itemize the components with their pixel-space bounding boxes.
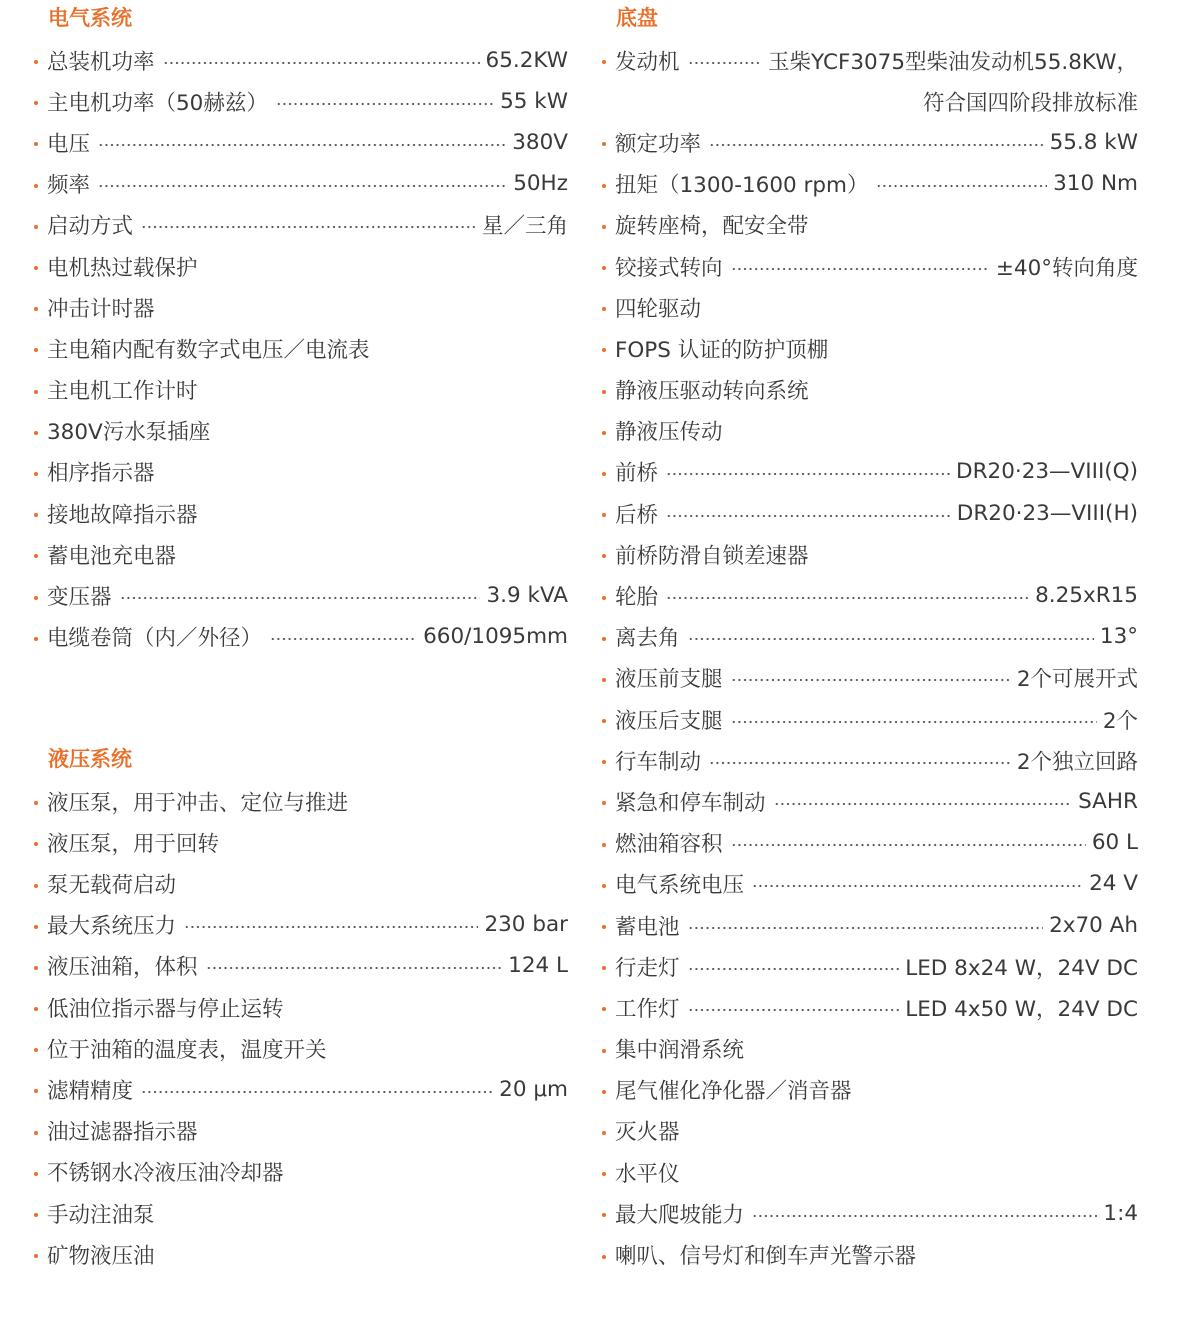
bullet-dot-icon (597, 122, 615, 163)
dotted-leader (709, 143, 1044, 147)
bullet-dot-icon (29, 1192, 47, 1233)
spec-row (29, 1110, 568, 1151)
bullet-dot-icon (597, 863, 615, 904)
spec-row (597, 904, 1138, 945)
spec-value: 符合国四阶段排放标准 (922, 90, 1138, 116)
bullet-dot-icon (29, 616, 47, 657)
spec-row (29, 945, 568, 986)
spec-label: 液压后支腿 (615, 708, 723, 734)
spec-label: 行车制动 (615, 749, 702, 775)
bullet-dot-icon (29, 493, 47, 534)
spec-label: 液压油箱，体积 (47, 955, 198, 981)
bullet-dot-icon (29, 245, 47, 286)
spec-row (597, 1028, 1138, 1069)
spec-row (29, 328, 568, 369)
bullet-dot-icon (597, 1028, 615, 1069)
spec-value: 55 kW (500, 88, 568, 114)
bullet-dot-icon (29, 863, 47, 904)
bullet-dot-icon (597, 657, 615, 698)
spec-row (597, 1193, 1138, 1234)
spec-label: 位于油箱的温度表，温度开关 (47, 1037, 327, 1063)
dotted-leader (141, 225, 476, 229)
spec-row (597, 122, 1138, 163)
bullet-dot-icon (29, 122, 47, 163)
bullet-dot-icon (597, 699, 615, 740)
electrical-system-section (29, 0, 568, 657)
spec-row (29, 863, 568, 904)
spec-label: 接地故障指示器 (47, 502, 198, 528)
spec-row (597, 1152, 1138, 1193)
dotted-leader (688, 967, 900, 971)
spec-row (597, 287, 1138, 328)
bullet-dot-icon (29, 40, 47, 81)
spec-label: 尾气催化净化器／消音器 (615, 1079, 852, 1105)
spec-label: 液压泵，用于回转 (47, 831, 220, 857)
spec-label: 铰接式转向 (615, 255, 723, 281)
spec-value: 60 L (1091, 830, 1138, 856)
bullet-dot-icon (597, 616, 615, 657)
spec-list (29, 781, 568, 1275)
spec-value: LED 8x24 W，24V DC (905, 955, 1138, 981)
hydraulic-system-section (29, 739, 568, 1274)
spec-row (29, 1192, 568, 1233)
dotted-leader (141, 1090, 493, 1094)
spec-row (29, 369, 568, 410)
bullet-dot-icon (597, 328, 615, 369)
bullet-dot-icon (29, 204, 47, 245)
spec-row (597, 822, 1138, 863)
spec-label: 行走灯 (615, 955, 680, 981)
bullet-dot-icon (597, 410, 615, 451)
dotted-leader (688, 926, 1044, 930)
spec-label: 扭矩（1300-1600 rpm） (615, 173, 869, 199)
spec-label: 滤精精度 (47, 1078, 134, 1104)
dotted-leader (206, 966, 503, 970)
spec-value: 2个 (1102, 708, 1138, 734)
dotted-leader (666, 472, 950, 476)
spec-value: 玉柴YCF3075型柴油发动机55.8KW， (767, 49, 1138, 75)
spec-row (29, 534, 568, 575)
spec-label: 电压 (47, 131, 91, 157)
spec-row (597, 245, 1138, 286)
spec-row (597, 410, 1138, 451)
dotted-leader (731, 720, 1097, 724)
spec-row (597, 369, 1138, 410)
bullet-dot-icon (597, 451, 615, 492)
dotted-leader (731, 843, 1086, 847)
spec-row-continuation (597, 81, 1138, 122)
spec-row (597, 163, 1138, 204)
bullet-dot-icon (29, 410, 47, 451)
spec-row (29, 493, 568, 534)
bullet-dot-icon (597, 245, 615, 286)
spec-label: 额定功率 (615, 131, 702, 157)
bullet-dot-icon (29, 328, 47, 369)
spec-row (597, 616, 1138, 657)
spec-list (597, 40, 1138, 1276)
section-heading: 底盘 (616, 5, 658, 30)
bullet-dot-icon (29, 534, 47, 575)
bullet-dot-icon (597, 1193, 615, 1234)
spec-label: 矿物液压油 (47, 1243, 155, 1269)
spec-label: 四轮驱动 (615, 296, 702, 322)
spec-row (597, 740, 1138, 781)
spec-label: 主电机工作计时 (47, 379, 198, 405)
spec-label: 变压器 (47, 585, 112, 611)
spec-label: 380V污水泵插座 (47, 420, 211, 446)
spec-row (29, 822, 568, 863)
spec-row (29, 1234, 568, 1275)
bullet-dot-icon (597, 1110, 615, 1151)
bullet-dot-icon (597, 287, 615, 328)
spec-row (29, 1069, 568, 1110)
bullet-dot-icon (597, 534, 615, 575)
spec-row (29, 1151, 568, 1192)
bullet-dot-icon (29, 1110, 47, 1151)
spec-row (29, 122, 568, 163)
spec-row (597, 493, 1138, 534)
spec-label: 相序指示器 (47, 461, 155, 487)
spec-label: 液压泵，用于冲击、定位与推进 (47, 790, 349, 816)
spec-row (597, 1110, 1138, 1151)
spec-label: 发动机 (615, 49, 680, 75)
spec-label: 灭火器 (615, 1120, 680, 1146)
spec-row (597, 1069, 1138, 1110)
spec-label: 频率 (47, 173, 91, 199)
spec-row (29, 616, 568, 657)
spec-row (597, 575, 1138, 616)
bullet-dot-icon (29, 1069, 47, 1110)
spec-value: 24 V (1089, 871, 1138, 897)
bullet-dot-icon (597, 1152, 615, 1193)
dotted-leader (688, 1008, 900, 1012)
spec-label: 蓄电池 (615, 914, 680, 940)
spec-value: 2个独立回路 (1016, 749, 1138, 775)
spec-label: 液压前支腿 (615, 667, 723, 693)
spec-value: 8.25xR15 (1035, 583, 1138, 609)
spec-value: 380V (512, 129, 568, 155)
bullet-dot-icon (29, 163, 47, 204)
spec-value: 13° (1099, 624, 1138, 650)
bullet-dot-icon (29, 81, 47, 122)
spec-value: 20 μm (499, 1076, 568, 1102)
spec-row (597, 657, 1138, 698)
spec-value: 1:4 (1103, 1200, 1138, 1226)
spec-value: ±40°转向角度 (995, 255, 1138, 281)
spec-row (29, 287, 568, 328)
spec-list (29, 40, 568, 658)
spec-label: 总装机功率 (47, 49, 155, 75)
spec-row (29, 904, 568, 945)
bullet-dot-icon (29, 451, 47, 492)
spec-value: 230 bar (484, 912, 568, 938)
dotted-leader (184, 925, 478, 929)
spec-label: 泵无载荷启动 (47, 873, 177, 899)
bullet-dot-icon (29, 904, 47, 945)
spec-row (597, 1234, 1138, 1275)
dotted-leader (276, 102, 494, 106)
bullet-dot-icon (597, 493, 615, 534)
spec-row (29, 204, 568, 245)
spec-row (597, 328, 1138, 369)
spec-value: LED 4x50 W，24V DC (905, 996, 1138, 1022)
spec-label: 不锈钢水冷液压油冷却器 (47, 1161, 284, 1187)
bullet-dot-icon (597, 369, 615, 410)
spec-label: 静液压传动 (615, 420, 723, 446)
bullet-dot-icon (597, 946, 615, 987)
dotted-leader (163, 61, 480, 65)
spec-row (597, 534, 1138, 575)
spec-label: 燃油箱容积 (615, 832, 723, 858)
dotted-leader (709, 761, 1011, 765)
bullet-dot-icon (29, 781, 47, 822)
spec-label: 主电机功率（50赫兹） (47, 90, 268, 116)
spec-row (597, 699, 1138, 740)
spec-label: 旋转座椅，配安全带 (615, 214, 809, 240)
spec-row (29, 163, 568, 204)
spec-label: 离去角 (615, 626, 680, 652)
spec-row (597, 781, 1138, 822)
spec-value: 55.8 kW (1049, 129, 1138, 155)
dotted-leader (120, 596, 481, 600)
bullet-dot-icon (29, 945, 47, 986)
spec-label: 前桥 (615, 461, 659, 487)
spec-label: 启动方式 (47, 214, 134, 240)
spec-row (597, 863, 1138, 904)
spec-label: 冲击计时器 (47, 296, 155, 322)
bullet-dot-icon (597, 204, 615, 245)
spec-label: 喇叭、信号灯和倒车声光警示器 (615, 1244, 917, 1270)
spec-value: 2个可展开式 (1016, 667, 1138, 693)
spec-label: 蓄电池充电器 (47, 543, 177, 569)
chassis-section (597, 0, 1138, 1275)
spec-label: 最大系统压力 (47, 914, 177, 940)
bullet-dot-icon (597, 904, 615, 945)
dotted-leader (666, 596, 1029, 600)
spec-label: 轮胎 (615, 585, 659, 611)
spec-label: 紧急和停车制动 (615, 790, 766, 816)
spec-label: 最大爬坡能力 (615, 1202, 745, 1228)
dotted-leader (752, 1214, 1097, 1218)
dotted-leader (270, 637, 417, 641)
spec-value: 星／三角 (481, 214, 568, 240)
spec-row (29, 781, 568, 822)
spec-label: 油过滤器指示器 (47, 1120, 198, 1146)
bullet-dot-icon (29, 1234, 47, 1275)
spec-row (597, 946, 1138, 987)
spec-value: DR20·23—VIII(Q) (956, 459, 1138, 485)
spec-row (597, 987, 1138, 1028)
bullet-dot-icon (597, 1069, 615, 1110)
bullet-dot-icon (29, 822, 47, 863)
spec-label: 前桥防滑自锁差速器 (615, 543, 809, 569)
spec-row (29, 575, 568, 616)
spec-label: 电缆卷筒（内／外径） (47, 626, 263, 652)
spec-value: 124 L (508, 953, 568, 979)
bullet-dot-icon (597, 987, 615, 1028)
section-heading: 电气系统 (48, 5, 132, 30)
bullet-dot-icon (597, 1234, 615, 1275)
spec-label: 集中润滑系统 (615, 1038, 745, 1064)
spec-row (597, 40, 1138, 81)
dotted-leader (98, 143, 506, 147)
spec-label: 主电箱内配有数字式电压／电流表 (47, 337, 370, 363)
dotted-leader (688, 637, 1094, 641)
dotted-leader (731, 267, 990, 271)
spec-row (597, 451, 1138, 492)
dotted-leader (666, 514, 951, 518)
bullet-dot-icon (597, 163, 615, 204)
bullet-dot-icon (597, 781, 615, 822)
spec-row (597, 204, 1138, 245)
spec-value: 65.2KW (485, 47, 568, 73)
spec-label: 工作灯 (615, 996, 680, 1022)
dotted-leader (98, 184, 507, 188)
spec-value: 310 Nm (1053, 171, 1138, 197)
dotted-leader (752, 884, 1083, 888)
dotted-leader (731, 678, 1011, 682)
spec-value: 2x70 Ah (1049, 912, 1138, 938)
spec-label: 低油位指示器与停止运转 (47, 996, 284, 1022)
bullet-dot-icon (597, 575, 615, 616)
spec-row (29, 81, 568, 122)
spec-row (29, 1028, 568, 1069)
spec-value: 3.9 kVA (486, 583, 568, 609)
spec-row (29, 451, 568, 492)
bullet-dot-icon (29, 1151, 47, 1192)
spec-label: 手动注油泵 (47, 1202, 155, 1228)
spec-label: 电气系统电压 (615, 873, 745, 899)
spec-label: 后桥 (615, 502, 659, 528)
spec-row (29, 987, 568, 1028)
bullet-dot-icon (29, 369, 47, 410)
dotted-leader (876, 184, 1047, 188)
bullet-dot-icon (29, 987, 47, 1028)
spec-label: 静液压驱动转向系统 (615, 379, 809, 405)
spec-label: FOPS 认证的防护顶棚 (615, 337, 829, 363)
spec-label: 电机热过载保护 (47, 255, 198, 281)
bullet-dot-icon (29, 575, 47, 616)
spec-row (29, 245, 568, 286)
spec-row (29, 410, 568, 451)
spec-label: 水平仪 (615, 1161, 680, 1187)
dotted-leader (688, 61, 762, 65)
dotted-leader (774, 802, 1073, 806)
spec-value: SAHR (1078, 788, 1138, 814)
bullet-dot-icon (597, 40, 615, 81)
spec-value: 50Hz (513, 171, 568, 197)
bullet-dot-icon (29, 287, 47, 328)
spec-value: DR20·23—VIII(H) (956, 500, 1138, 526)
bullet-dot-icon (597, 822, 615, 863)
spec-row (29, 40, 568, 81)
bullet-dot-icon (29, 1028, 47, 1069)
bullet-dot-icon (597, 740, 615, 781)
spec-value: 660/1095mm (423, 624, 568, 650)
section-heading: 液压系统 (48, 747, 132, 772)
